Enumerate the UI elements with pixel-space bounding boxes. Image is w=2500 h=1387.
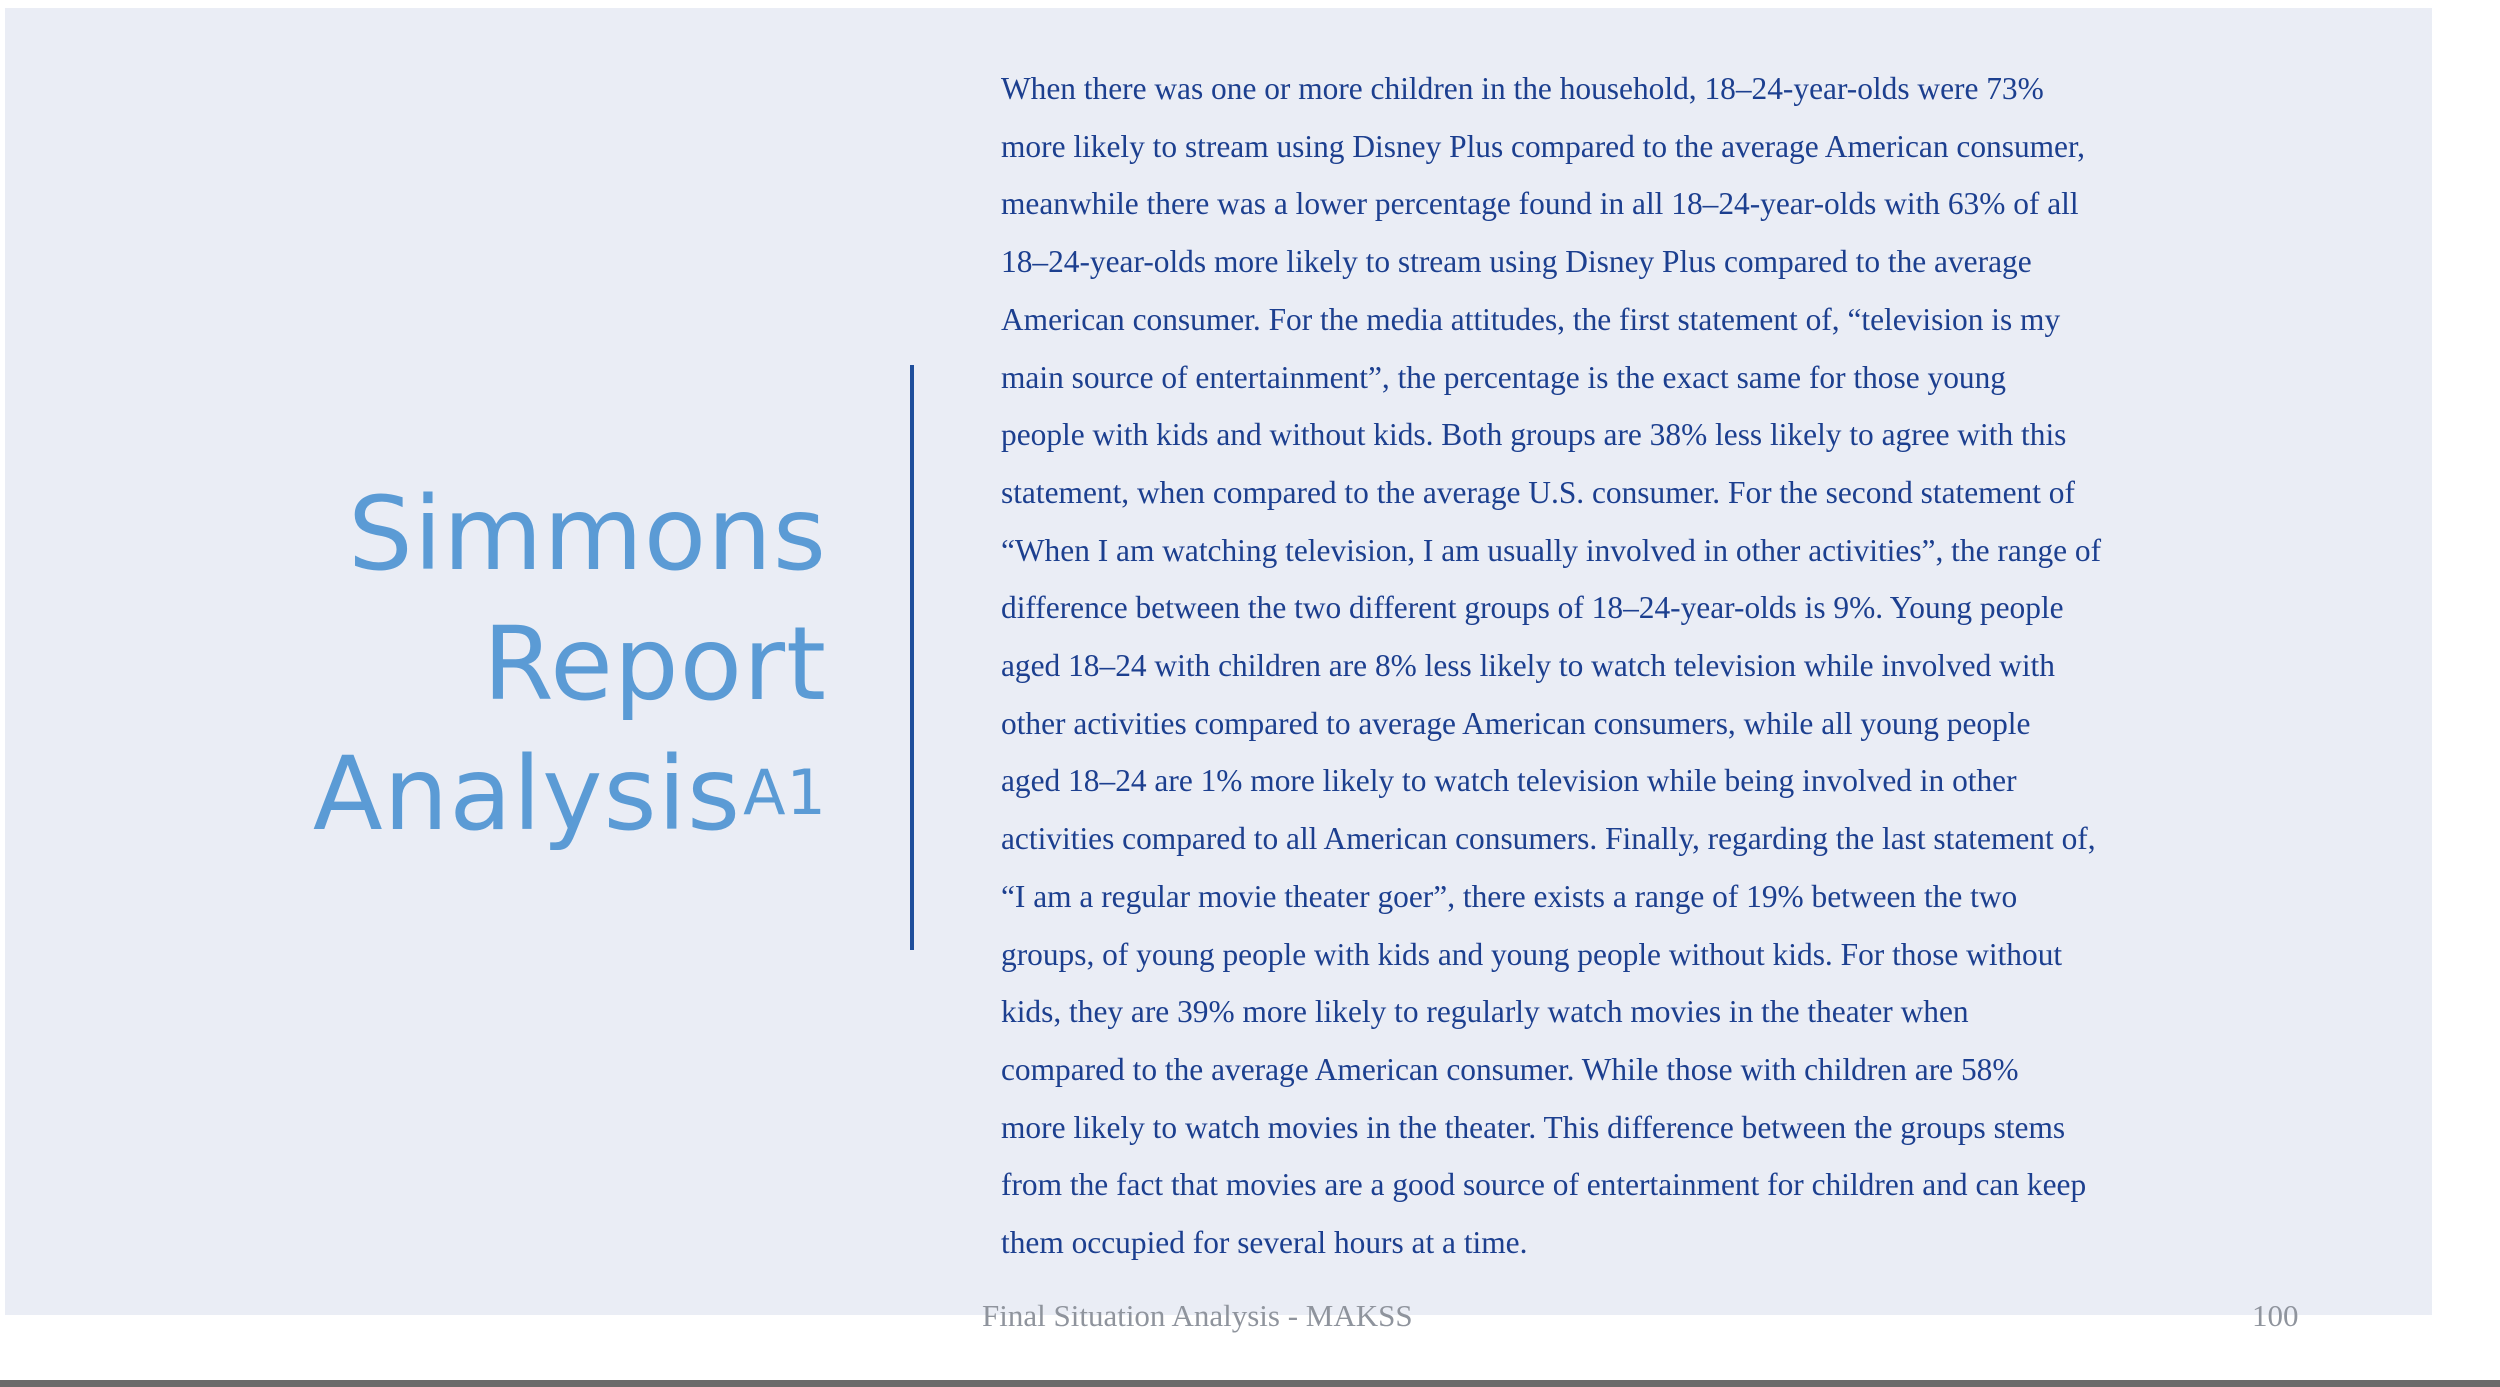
- body-line: them occupied for several hours at a time.: [1001, 1225, 1528, 1261]
- body-line: more likely to watch movies in the theater. This difference between the groups stems: [1001, 1109, 2066, 1145]
- footer-document-name: Final Situation Analysis - MAKSS: [982, 1298, 1413, 1333]
- body-line: “I am a regular movie theater goer”, there exists a range of 19% between the two: [1001, 878, 2018, 914]
- body-line: “When I am watching television, I am usually involved in other activities”, the range of: [1001, 532, 2102, 568]
- body-line: more likely to stream using Disney Plus compared to the average American consumer,: [1001, 128, 2086, 164]
- body-line: difference between the two different groups of 18–24-year-olds is 9%. Young people: [1001, 590, 2064, 626]
- title-line-1: Simmons: [348, 475, 827, 594]
- body-line: groups, of young people with kids and young people without kids. For those without: [1001, 936, 2063, 972]
- body-line: compared to the average American consumer. While those with children are 58%: [1001, 1051, 2019, 1087]
- body-line: When there was one or more children in the household, 18–24-year-olds were 73%: [1001, 71, 2044, 106]
- vertical-divider: [910, 365, 914, 950]
- body-line: from the fact that movies are a good source of entertainment for children and can keep: [1001, 1167, 2087, 1203]
- body-line: people with kids and without kids. Both groups are 38% less likely to agree with this: [1001, 417, 2067, 453]
- title-line-3: [187, 730, 827, 860]
- title-line-3-text: Analysis: [312, 735, 742, 854]
- body-line: 18–24-year-olds more likely to stream using Disney Plus compared to the average: [1001, 244, 2032, 280]
- footer-page-number: 100: [2252, 1298, 2299, 1333]
- body-line: aged 18–24 with children are 8% less likely to watch television while involved with: [1001, 648, 2055, 684]
- title-superscript: A1: [743, 756, 827, 829]
- body-line: main source of entertainment”, the percentage is the exact same for those young: [1001, 359, 2006, 395]
- body-line: kids, they are 39% more likely to regularly watch movies in the theater when: [1001, 994, 1969, 1030]
- body-paragraph: [1001, 60, 2301, 1272]
- body-line: meanwhile there was a lower percentage found in all 18–24-year-olds with 63% of all: [1001, 186, 2079, 222]
- body-line: statement, when compared to the average U.S. consumer. For the second statement of: [1001, 474, 2075, 510]
- body-line: aged 18–24 are 1% more likely to watch television while being involved in other: [1001, 763, 2017, 799]
- body-line: other activities compared to average American consumers, while all young people: [1001, 705, 2031, 741]
- title-line-2: Report: [482, 605, 827, 724]
- body-line: activities compared to all American consumers. Finally, regarding the last statement of,: [1001, 821, 2096, 857]
- slide-title: [187, 470, 827, 860]
- bottom-border: [0, 1380, 2500, 1387]
- body-line: American consumer. For the media attitudes, the first statement of, “television is my: [1001, 301, 2061, 337]
